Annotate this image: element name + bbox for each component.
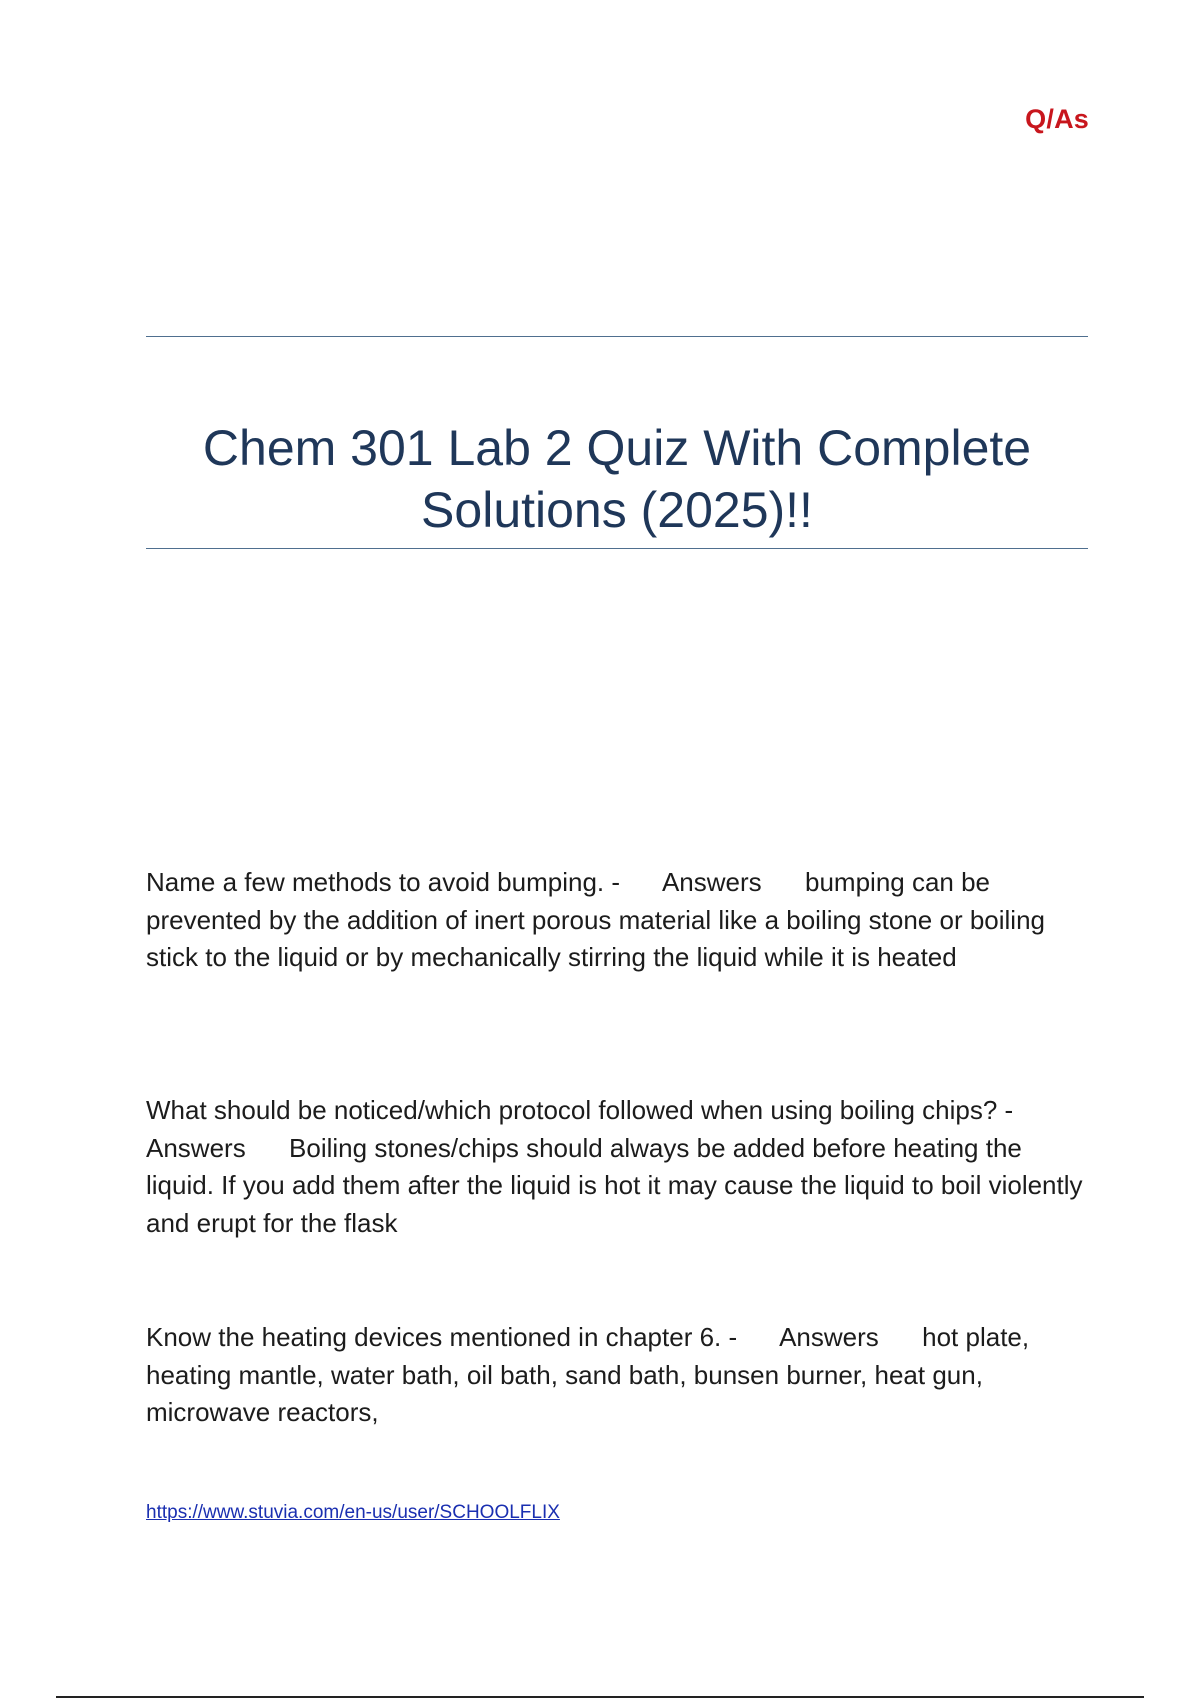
document-title	[146, 417, 1088, 541]
qa-question: Know the heating devices mentioned in chapter 6. -	[146, 1322, 738, 1352]
header-tag: Q/As	[1025, 104, 1089, 134]
qa-answer: hot plate, heating mantle, water bath, oil bath, sand bath, bunsen burner, heat gun, microwave reactors,	[146, 1322, 1037, 1427]
qa-answers-label: Answers	[779, 1322, 879, 1352]
title-bottom-rule	[146, 548, 1088, 549]
title-line-1: Chem 301 Lab 2 Quiz With Complete	[202, 420, 1032, 476]
page-bottom-rule	[56, 1696, 1144, 1698]
qa-item-2	[146, 1092, 1096, 1242]
qa-answers-label: Answers	[146, 1132, 246, 1163]
qa-item-1	[146, 864, 1096, 977]
qa-answer: bumping can be prevented by the addition of inert porous material like a boiling stone or boiling stick to the liquid or by mechanically stirring the liquid while it is heated	[146, 867, 1053, 972]
qa-question: What should be noticed/which protocol followed when using boiling chips? -	[146, 1095, 1014, 1125]
author-profile-link[interactable]: https://www.stuvia.com/en-us/user/SCHOOLFLIX	[146, 1502, 560, 1523]
title-line-2: Solutions (2025)!!	[421, 482, 813, 538]
qa-question: Name a few methods to avoid bumping. -	[146, 867, 621, 897]
qa-answers-label: Answers	[661, 867, 762, 897]
qa-item-3	[146, 1319, 1096, 1432]
qa-answer: Boiling stones/chips should always be added before heating the liquid. If you add them after the liquid is hot it may cause the liquid to boil violently and erupt for the flask	[146, 1132, 1090, 1238]
title-top-rule	[146, 336, 1088, 337]
